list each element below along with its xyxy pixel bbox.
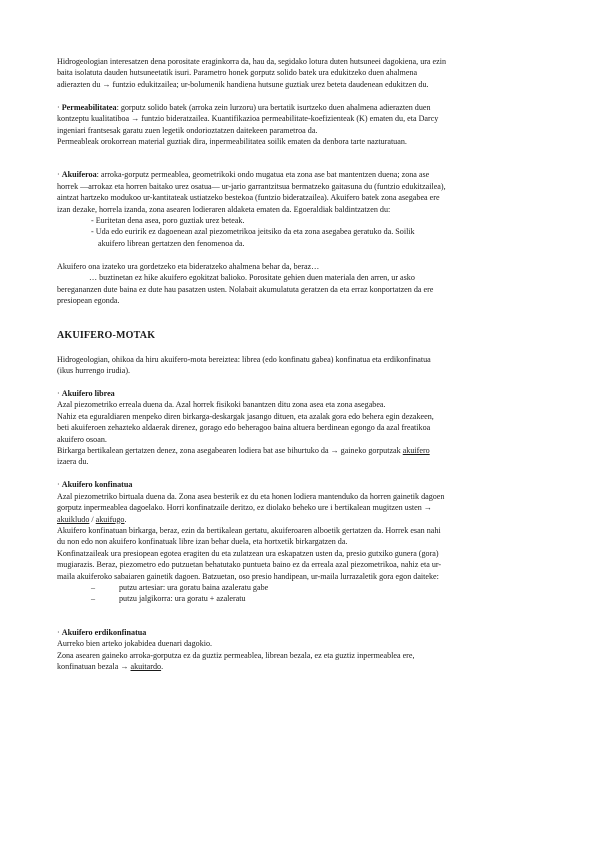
text-line: kontzeptu kualitatiboa → funtzio bideratzailea. Kuantifikazioa permeabilitate-koefizienteak (K) ematen du, eta Darcy [57,114,439,124]
definition-text: : gorputz solido batek (arroka zein lurzoru) ura bertatik isurtzeko duen ahalmena adierazten duen [116,102,431,112]
bullet-dot: · [57,389,62,399]
subheading [57,627,547,638]
text-line [57,445,547,456]
bullet-dot: · [57,102,62,112]
text-line: Hidrogeologian interesatzen dena porositate eraginkorra da, hau da, segidako lotura duten hutsuneei dagokiena, ura ezin [57,57,447,66]
list-item-text: putzu artesiar: ura goratu baina azaleratu gabe [119,583,269,593]
well-types-list [57,582,547,605]
text-line [57,102,547,113]
condition-item: - Euritetan dena asea, poro guztiak urez beteak. [91,215,245,225]
types-intro-paragraph [57,354,547,377]
bullet-dot: · [57,170,62,180]
text-fragment: Birkarga bertikalean gertatzen denez, zona asegabearen lodiera bat ase bihurtuko da → gaineko gorputzak [57,446,403,456]
bullet-dot: · [57,627,62,637]
confined-aquifer-section [57,479,547,604]
text-line: aintzat hartzeko modukoo ur-kantitateak ustiatzeko bestekoa (funtzio bideratzailea). Akuifero batek zona asegabea ere [57,193,440,203]
condition-item-continuation: akuifero librean gertatzen den fenomenoa da. [98,238,245,248]
text-line: baita isolatuta dauden hutsuneetatik isuri. Parametro honek gorputz solido batek ura edukitzeko duen ahalmena [57,68,418,78]
term-akuifero-konfinatua: Akuifero konfinatua [61,480,133,490]
text-fragment: . [161,662,164,672]
text-line: Zona asearen gaineko arroka-gorputza ez da guztiz permeablea, librean bezala, ez eta guztiz inpermeablea ere, [57,650,415,660]
text-line: horrek —arrokaz eta horren baitako urez osatua— ur-jario garrantzitsua bermatzeko gaitasuna du (funtzio edukitzailea), [57,181,446,191]
section-heading: AKUIFERO-MOTAK [57,330,156,342]
dash-marker: – [91,583,96,593]
text-line: adierazten du → funtzio edukitzailea; ur-bolumenik handiena hutsune guztiak urez beteta daudenean edukitzen du. [57,79,429,89]
semiconfined-aquifer-section [57,627,547,673]
text-line: maila akuiferoko sabaiaren gainetik dagoen. Batzuetan, oso presio handipean, ur-maila lurrazaletik gora egon daiteke: [57,571,439,581]
text-line: Aurreko bien arteko jokabidea duenari dagokio. [57,639,213,649]
text-line: (ikus hurrengo irudia). [57,366,131,376]
underlined-term: akuikludo [57,514,90,524]
term-akuiferoa: Akuiferoa [61,170,97,180]
text-fragment: konfinatuan bezala → [57,662,131,672]
underlined-term: akuifero [402,446,430,456]
document-page [57,56,547,672]
aquifer-clay-paragraph [57,261,547,307]
list-item-text: putzu jalgikorra: ura goratu + azaleratu [119,594,246,604]
aquifer-paragraph [57,169,547,249]
text-line: Nahiz eta eguraldiaren menpeko diren birkarga-deskargak jasango dituen, eta azalak gora edo behera egin dezakeen, [57,411,434,421]
bullet-dot: · [57,480,62,490]
text-line: ingeniari frantsesak garatu zuen legetik ondorioztatzen daitekeen parametroa da. [57,125,318,135]
subheading [57,479,547,490]
text-line: Akuifero ona izateko ura gordetzeko eta bideratzeko ahalmena behar da, beraz… [57,261,320,271]
permeability-paragraph [57,102,547,148]
intro-paragraph [57,56,547,90]
text-fragment: / [89,514,96,524]
list-item [91,593,547,604]
text-line: akuifero osoan. [57,434,107,444]
text-line: du non edo non akuifero konfinatuak libre izan behar duela, eta hortxetik birkargatzen da. [57,537,348,547]
text-line: izaera du. [57,457,89,467]
text-line: beregananzen dute baina ez dute hau pasatzen usten. Nolabait akumulatuta geratzen da eta erraz konportatzen da ere [57,284,434,294]
term-akuifero-librea: Akuifero librea [61,389,115,399]
text-line [57,169,547,180]
text-line: Hidrogeologian, ohikoa da hiru akuifero-mota bereiztea: librea (edo konfinatu gabea) konfinatua eta erdikonfinatua [57,354,431,364]
condition-item: - Uda edo euririk ez dagoenean azal piezometrikoa jeitsiko da eta zona asegabea geratuko da. Soilik [91,227,415,237]
term-permeabilitatea: Permeabilitatea [61,102,117,112]
text-line: Konfinatzaileak ura presiopean egotea eragiten du eta zulatzean ura eskapatzen usten da, presio gutxiko gunera (gora) [57,548,439,558]
text-line [57,661,547,672]
text-fragment: . [124,514,127,524]
text-line: Azal piezometriko birtuala duena da. Zona asea besterik ez du eta honen lodiera mantenduko da horren gainetik dagoen [57,491,445,501]
list-item [91,582,547,593]
text-line: Azal piezometriko erreala duena da. Azal horrek fisikoki banantzen ditu zona asea eta zona asegabea. [57,400,386,410]
text-line: beti akuiferoen zehazteko aldaerak direnez, gorago edo beheragoo baina altuera berdinean egongo da azal freatikoa [57,423,431,433]
term-akuifero-erdikonfinatua: Akuifero erdikonfinatua [61,627,147,637]
underlined-term: akuitardo [130,662,162,672]
text-line: Akuifero konfinatuan birkarga, beraz, ezin da bertikalean gertatu, akuiferoaren alboetik gertatzen da. Horrek esan nahi [57,526,441,535]
subheading [57,388,547,399]
text-line: … buztinetan ez hike akuifero egokitzat balioko. Porositate gehien duen materiala den arren, ur asko [89,273,415,283]
free-aquifer-section [57,388,547,468]
text-line: izan dezake, horrela izanda, zona asearen lodieraren aldaketa ematen da. Egoeraldiak baldintzatzen du: [57,204,391,214]
underlined-term: akuifugo [95,514,125,524]
text-line: presiopean egonda. [57,295,120,305]
text-line: Permeableak orokorrean material guztiak dira, inpermeabilitatea soilik ematen da denbora tarte nazturatuan. [57,136,407,146]
dash-marker: – [91,594,96,604]
definition-text: : arroka-gorputz permeablea, geometrikoki ondo mugatua eta zona ase bat mantentzen duena; zona ase [96,170,430,180]
text-line: mugiarazis. Beraz, piezometro edo putzuetan behatutako puntueta baino ez da erreala azal piezometrikoa, nahiz eta ur- [57,560,442,570]
text-line: gorputz inpermeablea dagoelako. Horri konfinatzaile deritzo, ez diolako beheko ure i bertikalean mugitzen usten → [57,503,432,513]
text-line [57,514,547,525]
